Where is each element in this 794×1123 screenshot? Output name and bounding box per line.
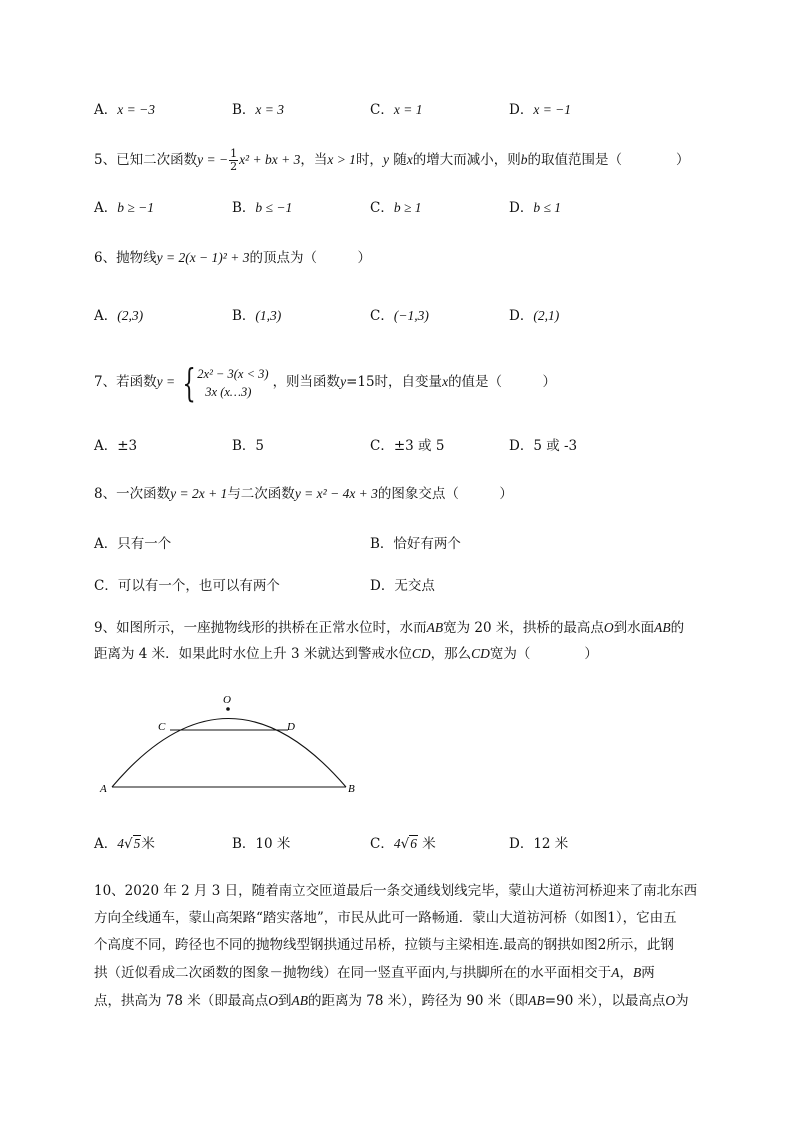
- label-d: D: [287, 721, 295, 733]
- q4-option-c[interactable]: C．x = 1: [370, 102, 423, 118]
- q8-option-c[interactable]: C．可以有一个，也可以有两个: [94, 578, 280, 594]
- q4-option-b[interactable]: B．x = 3: [232, 102, 285, 118]
- q8-option-d[interactable]: D．无交点: [370, 578, 435, 594]
- q10-paragraph: 10、2020 年 2 月 3 日，随着南立交匝道最后一条交通线划线完毕，蒙山大道祊河桥迎来了南北东西 方向全线通车，蒙山高架路“踏实落地”，市民从此可一路畅通．蒙山大道祊河桥（如图1），它由五 个高度不同，跨径也不同的抛物线型钢拱通过吊桥，拉锁与主梁相连.最高的钢拱如图2所示，此钢 拱（近似看成二次函数的图象－抛物线）在同一竖直平面内,与拱脚所在的水平面相交于A，B两 点，拱高为 78 米（即最高点O到AB的距离为 78 米），跨径为 90 米（即AB=90 米），以最高点O为: [94, 883, 698, 1009]
- q9-option-d[interactable]: D．12 米: [509, 836, 569, 852]
- q8-option-a[interactable]: A．只有一个: [94, 536, 172, 552]
- q9-option-a[interactable]: A．4√5米: [94, 836, 155, 852]
- q5-stem: 5、已知二次函数y = − $\frac{1}{2}$ x² + bx + 3，当x > 1时，y 随x的增大而减小，则b的取值范围是（ ）: [94, 147, 690, 173]
- q5-option-d[interactable]: D．b ≤ 1: [509, 200, 561, 216]
- q4-option-a[interactable]: A．x = −3: [94, 102, 155, 118]
- q8-option-b[interactable]: B．恰好有两个: [370, 536, 461, 552]
- label-b: B: [348, 783, 355, 795]
- q7-piecewise: { 2x² − 3(x < 3) 3x (x…3): [182, 361, 269, 405]
- vertex-point: [226, 707, 230, 711]
- q6-stem: 6、抛物线y = 2(x − 1)² + 3的顶点为（ ）: [94, 250, 371, 266]
- q5-option-c[interactable]: C．b ≥ 1: [370, 200, 422, 216]
- q7-option-b[interactable]: B．5: [232, 438, 265, 454]
- label-o: O: [223, 694, 231, 706]
- q9-stem-line1: 9、如图所示，一座抛物线形的拱桥在正常水位时，水而AB宽为 20 米，拱桥的最高点O到水面AB的: [94, 620, 685, 636]
- q5-option-a[interactable]: A．b ≥ −1: [94, 200, 155, 216]
- arch-bridge-figure: [90, 690, 370, 800]
- q6-option-d[interactable]: D．(2,1): [509, 308, 560, 324]
- q6-option-a[interactable]: A．(2,3): [94, 308, 144, 324]
- q4-option-d[interactable]: D．x = −1: [509, 102, 572, 118]
- label-c: C: [158, 721, 166, 733]
- brace-icon: {: [182, 361, 196, 405]
- q7-option-c[interactable]: C．±3 或 5: [370, 438, 445, 454]
- q8-stem: 8、一次函数y = 2x + 1与二次函数y = x² − 4x + 3的图象交点（ ）: [94, 486, 513, 502]
- q9-option-c[interactable]: C．4√6 米: [370, 836, 436, 852]
- label-a: A: [100, 783, 107, 795]
- q9-option-b[interactable]: B．10 米: [232, 836, 291, 852]
- q7-option-d[interactable]: D．5 或 -3: [509, 438, 578, 454]
- q5-option-b[interactable]: B．b ≤ −1: [232, 200, 293, 216]
- q5-fraction: $\frac{1}{2}$: [230, 147, 238, 173]
- parabola-arch: [112, 719, 346, 788]
- sqrt-icon: √: [124, 836, 133, 852]
- q6-option-c[interactable]: C．(−1,3): [370, 308, 429, 324]
- q7-option-a[interactable]: A．±3: [94, 438, 138, 454]
- sqrt-icon: √: [400, 836, 410, 852]
- q7-stem: 7、若函数y = { 2x² − 3(x < 3) 3x (x…3) ，则当函数y=15时，自变量x的值是（ ）: [94, 361, 557, 405]
- q9-stem-line2: 距离为 4 米．如果此时水位上升 3 米就达到警戒水位CD，那么CD宽为（ ）: [94, 646, 598, 662]
- q6-option-b[interactable]: B．(1,3): [232, 308, 282, 324]
